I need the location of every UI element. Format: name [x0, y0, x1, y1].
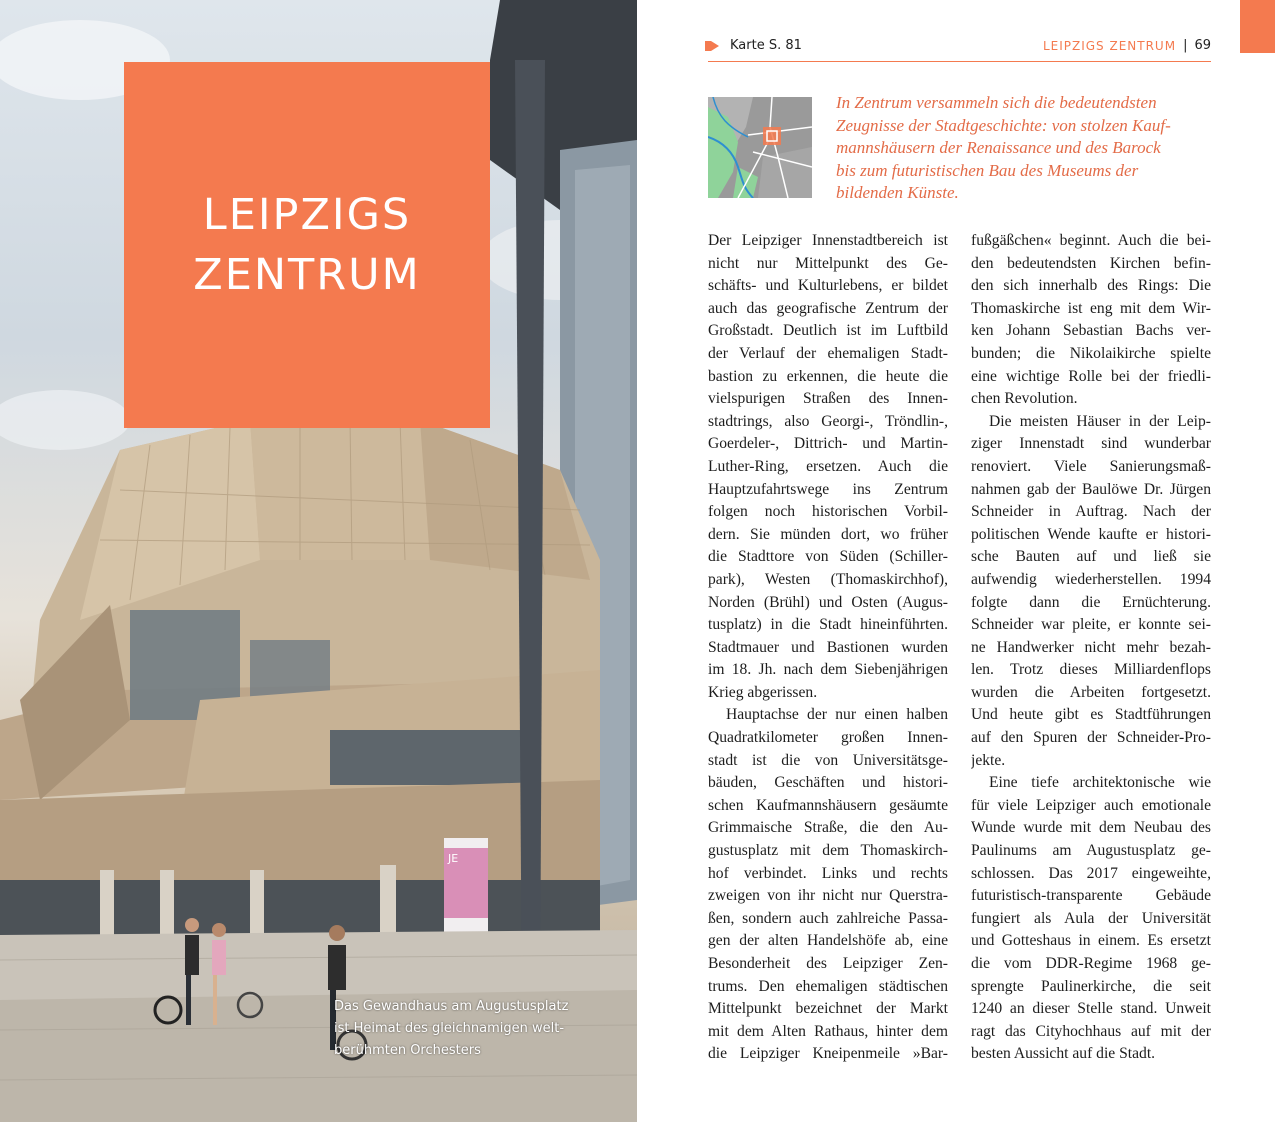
- body-line: futuristisch-transparente Gebäude: [971, 887, 1211, 905]
- caption-line: Das Gewandhaus am Augustusplatz: [334, 999, 569, 1014]
- body-line: auch das geografische Zentrum der: [708, 299, 948, 317]
- body-line: folgte dann die Ernüchterung.: [971, 593, 1211, 611]
- body-line: sche Bauten auf und ließ sie: [971, 548, 1211, 566]
- intro-line: In Zentrum versammeln sich die bedeutendsten: [836, 93, 1157, 112]
- body-line: Besonderheit des Leipziger Zen-: [708, 955, 948, 972]
- body-line: fungiert als Aula der Universität: [971, 909, 1211, 927]
- body-line: Paulinums am Augustusplatz ge-: [971, 842, 1211, 860]
- body-line: besten Aussicht auf die Stadt.: [971, 1045, 1156, 1063]
- corner-tab: [1240, 0, 1275, 53]
- body-line: schäfts- und Kulturlebens, er bildet: [708, 277, 948, 295]
- body-line: gustusplatz mit dem Thomaskirch-: [708, 842, 948, 860]
- body-line: Der Leipziger Innenstadtbereich ist: [708, 232, 948, 249]
- body-line: nahmen gab der Baulöwe Dr. Jürgen: [971, 480, 1211, 498]
- gewandhaus-photo: [0, 0, 637, 1122]
- body-column-left: [708, 230, 948, 1066]
- body-line: Goerdeler-, Dittrich- und Martin-: [708, 435, 948, 453]
- body-line: sprengte Paulinerkirche, die seit: [971, 977, 1211, 995]
- body-line: Quadratkilometer großen Innen-: [708, 729, 948, 747]
- body-line: Eine tiefe architektonische wie: [989, 774, 1211, 792]
- body-line: trums. Den ehemaligen städtischen: [708, 977, 948, 995]
- header-rule: [708, 61, 1211, 62]
- poster-text: JE: [448, 852, 459, 865]
- chapter-title-line-2: ZENTRUM: [193, 250, 421, 300]
- body-line: der Verlauf der ehemaligen Stadt-: [708, 344, 948, 362]
- body-line: Hauptachse der nur einen halben: [726, 706, 948, 724]
- body-line: Die meisten Häuser in der Leip-: [989, 412, 1211, 430]
- body-line: ne Handwerker nicht mehr bezah-: [971, 638, 1211, 656]
- body-line: Wunde wurde mit dem Neubau des: [971, 819, 1211, 837]
- body-line: ßen, sondern auch zahlreiche Passa-: [708, 909, 948, 927]
- map-reference[interactable]: [708, 38, 802, 53]
- body-line: hof verbindet. Links und rechts: [708, 864, 948, 882]
- body-line: bunden; die Nikolaikirche spielte: [971, 344, 1211, 362]
- body-line: nicht nur Mittelpunkt des Ge-: [708, 254, 948, 272]
- caption-line: ist Heimat des gleichnamigen welt-: [334, 1021, 565, 1036]
- body-line: wurden die Arbeiten fortgesetzt.: [971, 683, 1211, 701]
- body-line: zweigen von ihr nicht nur Querstra-: [708, 887, 948, 905]
- body-line: Schneider in Auftrag. Nach der: [971, 503, 1211, 521]
- body-line: bäuden, Geschäften und histori-: [708, 774, 948, 792]
- map-reference-label: Karte S. 81: [730, 38, 802, 53]
- body-line: stadtrings, also Georgi-, Tröndlin-,: [708, 412, 948, 430]
- body-line: für viele Leipziger auch emotionale: [971, 796, 1211, 814]
- body-line: den sich innerhalb des Rings: Die: [971, 277, 1211, 295]
- body-line: gen der alten Handelshöfe ab, eine: [708, 932, 948, 950]
- body-line: ken Johann Sebastian Bachs ver-: [971, 322, 1211, 340]
- section-name: LEIPZIGS ZENTRUM: [1042, 38, 1177, 53]
- running-head: [1043, 38, 1211, 53]
- body-line: Großstadt. Deutlich ist im Luftbild: [708, 322, 948, 340]
- locator-map-icon: [708, 97, 812, 198]
- body-line: im 18. Jh. nach dem Siebenjährigen: [708, 661, 948, 679]
- body-line: Luther-Ring, ersetzen. Auch die: [708, 457, 948, 475]
- body-line: len. Trotz dieses Milliardenflops: [971, 661, 1211, 679]
- body-line: die vom DDR-Regime 1968 ge-: [971, 955, 1211, 972]
- intro-line: mannshäusern der Renaissance und des Barock: [836, 138, 1161, 157]
- header-separator: |: [1183, 38, 1188, 53]
- body-line: Und heute gibt es Stadtführungen: [971, 706, 1211, 724]
- intro-line: bis zum futuristischen Bau des Museums der: [836, 160, 1139, 180]
- body-line: Hauptzufahrtswege ins Zentrum: [708, 480, 948, 498]
- body-line: park), Westen (Thomaskirchhof),: [708, 570, 948, 588]
- arrow-right-icon: [711, 41, 719, 51]
- body-line: 1240 an dieser Stelle stand. Unweit: [971, 1000, 1211, 1018]
- caption-line: berühmten Orchesters: [334, 1043, 481, 1058]
- body-line: eine wichtige Rolle bei der friedli-: [971, 367, 1211, 385]
- body-line: Schneider war pleite, er konnte sei-: [971, 616, 1211, 634]
- page-number: 69: [1194, 38, 1211, 53]
- body-line: fußgäßchen« beginnt. Auch die bei-: [971, 232, 1211, 249]
- intro-line: Zeugnisse der Stadtgeschichte: von stolzen Kauf-: [836, 115, 1171, 135]
- photo-caption: [334, 996, 574, 1062]
- body-line: Krieg abgerissen.: [708, 683, 818, 701]
- chapter-title-line-1: LEIPZIGS: [202, 190, 412, 240]
- body-line: bastion zu erkennen, die heute die: [708, 367, 948, 385]
- chapter-title: [193, 185, 421, 305]
- body-line: jekte.: [971, 751, 1006, 769]
- body-line: folgen noch historischen Vorbil-: [708, 503, 948, 521]
- body-line: stadt ist die von Universitätsge-: [708, 751, 948, 769]
- body-line: ragt das Cityhochhaus auf mit der: [971, 1022, 1211, 1040]
- body-line: dern. Sie münden dort, wo früher: [708, 525, 948, 543]
- body-line: chen Revolution.: [971, 390, 1078, 408]
- chapter-title-box: [124, 62, 490, 428]
- body-line: die Stadttore von Süden (Schiller-: [708, 548, 948, 566]
- body-line: renoviert. Viele Sanierungsmaß-: [971, 457, 1211, 475]
- body-line: aufwendig wiederherstellen. 1994: [971, 570, 1211, 588]
- body-line: tusplatz) in die Stadt hineinführten.: [708, 616, 948, 634]
- body-line: den bedeutendsten Kirchen befin-: [971, 254, 1211, 272]
- body-line: Stadtmauer und Bastionen wurden: [708, 638, 948, 656]
- body-line: schlossen. Das 2017 eingeweihte,: [971, 864, 1211, 882]
- body-line: Thomaskirche ist eng mit dem Wir-: [971, 299, 1211, 317]
- body-line: politischen Wende kaufte er histori-: [971, 525, 1211, 543]
- intro-text: [836, 92, 1206, 205]
- body-line: Norden (Brühl) und Osten (Augus-: [708, 593, 948, 611]
- body-line: mit dem Alten Rathaus, hinter dem: [708, 1022, 948, 1040]
- body-line: Mittelpunkt bezeichnet der Markt: [708, 1000, 948, 1018]
- body-line: vielspurigen Straßen des Innen-: [708, 390, 948, 408]
- body-line: schen Kaufmannshäusern gesäumte: [708, 796, 948, 814]
- body-line: Grimmaische Straße, die den Au-: [708, 819, 948, 837]
- body-line: ziger Innenstadt sind wunderbar: [971, 435, 1211, 453]
- body-line: auf den Spuren der Schneider-Pro-: [971, 729, 1211, 747]
- running-header: [708, 38, 1211, 58]
- body-line: die Leipziger Kneipenmeile »Bar-: [708, 1045, 948, 1063]
- intro-line: bildenden Künste.: [836, 183, 959, 202]
- body-column-right: [971, 230, 1211, 1066]
- body-line: und Gotteshaus in einem. Es ersetzt: [971, 932, 1211, 950]
